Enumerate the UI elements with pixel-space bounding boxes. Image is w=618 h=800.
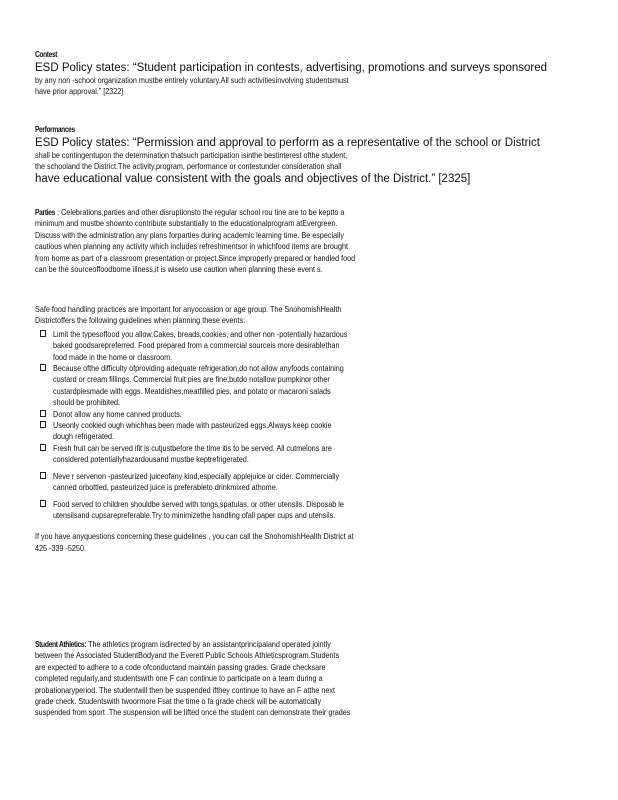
parties-line-3: Discuss with the administration any plans forparties during academic learning time. Be especially (35, 229, 344, 240)
bullet-box-icon (40, 421, 46, 428)
bullet-box-icon (40, 500, 46, 507)
contest-line-2: by any non -school organization mustbe entirely voluntary.All such activitiesinvolving studentsmust (35, 75, 349, 85)
performances-policy-lead: ESD Policy states: “Permission and approval to perform as a representative of the school or District (35, 137, 540, 149)
guideline-item: Useonly cookied ough whichhas been made with pasteurized eggs.Always keep cookie dough refrigerated. (53, 420, 595, 443)
contest-section (35, 50, 595, 98)
parties-line-5: from home as part of a classroom presentation or project.Since improperly prepared or handled food (35, 252, 356, 263)
performances-heading: Performances (35, 125, 75, 134)
food-safety-section (35, 304, 595, 554)
guideline-item: Food served to children shouldbe served with tongs,spatulas, or other utensils. Disposab le utensilsand cupsarepreferable.Try to minimizethe handling ofall paper cups and utensils. (53, 499, 595, 522)
parties-line-1: Parties : Celebrations,parties and other disruptionsto the regular school rou tine are to be keptto a (35, 207, 345, 217)
performances-line-4: have educational value consistent with the goals and objectives of the District.” [2325] (35, 172, 471, 185)
athletics-line-4: completed regularly,and studentswith one F can continue to participate on a team during a (35, 673, 323, 684)
contest-policy-lead: ESD Policy states: “Student participation in contests, advertising, promotions and surveys sponsored (35, 62, 548, 74)
food-safety-intro-1: Safe food handling practices are important for anyoccasion or age group. The SnohomishHealth (35, 304, 342, 314)
food-safety-intro-2: Districtoffers the following guidelines when planning these events: (35, 315, 246, 326)
contact-phone: 425 -339 -5250. (35, 542, 86, 553)
guideline-item: Because ofthe difficulty ofproviding adequate refrigeration,do not allow anyfoods containing custard or cream fillings. Commercial fruit pies are fine,butdo notallow pumpkinor other custardpiesmade with eggs. Meatdishes,meatfilled pies, and potato or macaroni salads should be prohibited. (53, 363, 595, 409)
guideline-item: Donot allow any home canned products. (53, 409, 595, 420)
bullet-box-icon (40, 364, 46, 371)
athletics-line-6: grade check. Studentswith twoormore Fsat the time o fa grade check will be automatically (35, 696, 322, 707)
athletics-line-2: between the Associated StudentBodyand the Everett Public Schools Athleticsprogram.Students (35, 650, 340, 661)
athletics-line-1: Student Athletics: The athletics program isdirected by an assistantprincipaland operated jointly (35, 639, 331, 649)
athletics-line-7: suspended from sport .The suspension will be lifted once the student can demonstrate their grades (35, 707, 351, 718)
contest-line-3: have prior approval.” [2322] (35, 86, 124, 97)
contact-line: If you have anyquestions concerning these guidelines , you can call the SnohomishHealth District at (35, 531, 354, 542)
performances-line-2: shall be contingentupon the determination thatsuch participation isinthe bestinterest ofthe student, (35, 150, 348, 160)
athletics-line-3: are expected to adhere to a code ofconductand maintain passing grades. Grade checksare (35, 661, 326, 672)
parties-heading: Parties (35, 208, 56, 217)
guideline-item: Limit the typesoffood you allow.Cakes, breads,cookies, and other non -potentially hazardous baked goodsarepreferred. Food prepared from a commercial sourceis more desirablethan food made in the home or classroom. (53, 329, 595, 363)
athletics-heading: Student Athletics: (35, 640, 87, 649)
performances-line-3: the schooland the District.The activity,program, performance or contestunder consideration shall (35, 161, 342, 172)
guideline-item: Fresh fruit can be served ifit is cutjustbefore the time itis to be served. All cutmelons are considered potentiallyhazardousand mustbe keptrefrigerated. (53, 443, 595, 466)
contest-heading: Contest (35, 50, 58, 59)
parties-section (35, 207, 595, 275)
parties-line-4: cautious when planning any activity which includes refreshmentsor in whichfood items are brought (35, 241, 348, 252)
athletics-line-5: probationaryperiod. The studentwill then be suspended ifthey continue to have an F atthe next (35, 684, 336, 695)
bullet-box-icon (40, 444, 46, 451)
bullet-box-icon (40, 472, 46, 479)
performances-section (35, 125, 595, 186)
bullet-box-icon (40, 330, 46, 337)
athletics-section (35, 639, 595, 719)
bullet-box-icon (40, 410, 46, 417)
guideline-item: Neve r servenon -pasteurized juiceofany kind,especially applejuice or cider. Commercially canned orbottled, pasteurized juice is preferableto drinkmixed athome. (53, 471, 595, 494)
parties-line-2: minimum and mustbe shownto contribute substantially to the educationalprogram atEvergreen. (35, 218, 338, 229)
parties-line-6: can be the sourceoffoodborne illness,it is wiseto use caution when planning these event s. (35, 264, 323, 275)
